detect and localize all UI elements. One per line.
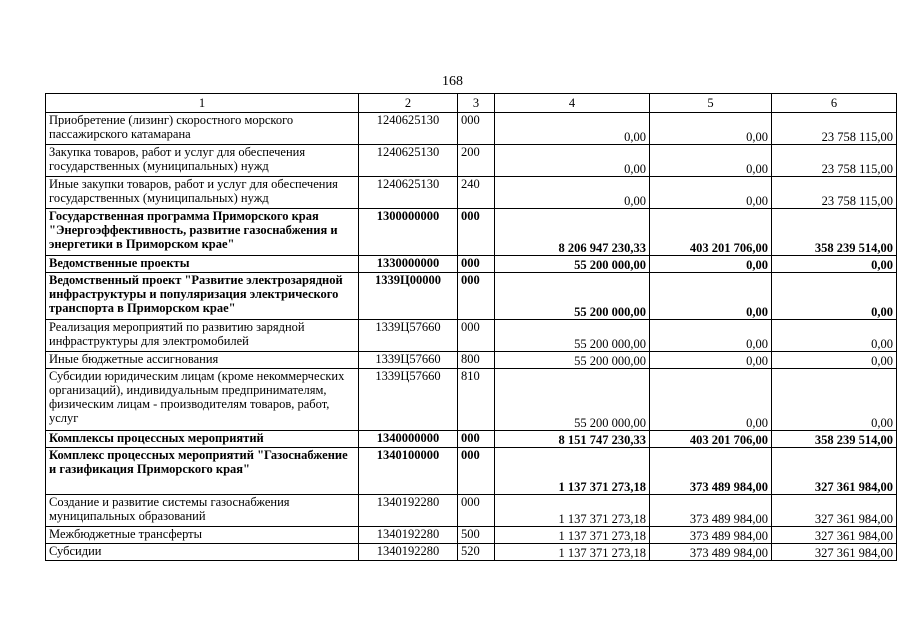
row-amount-col6-cell: 0,00: [772, 320, 897, 352]
row-amount-col4-cell: 0,00: [495, 113, 650, 145]
row-amount-col5-cell: 0,00: [650, 256, 772, 273]
row-amount-col4-cell: 55 200 000,00: [495, 352, 650, 369]
row-amount-col4-cell: 55 200 000,00: [495, 369, 650, 431]
row-expense-type-cell: 200: [458, 145, 495, 177]
row-expense-type-cell: 000: [458, 273, 495, 320]
row-amount-col4-cell: 55 200 000,00: [495, 256, 650, 273]
row-amount-col6-cell: 327 361 984,00: [772, 495, 897, 527]
row-expense-type-cell: 240: [458, 177, 495, 209]
row-amount-col4-cell: 0,00: [495, 145, 650, 177]
row-amount-col5-cell: 0,00: [650, 320, 772, 352]
row-amount-col4-cell: 55 200 000,00: [495, 273, 650, 320]
row-amount-col5-cell: 0,00: [650, 352, 772, 369]
column-header: 4: [495, 94, 650, 113]
row-name-cell: Субсидии юридическим лицам (кроме некоммерческих организаций), индивидуальным предпринимателям, физическим лицам - производителям товаров, работ, услуг: [46, 369, 359, 431]
table-row: [46, 448, 897, 495]
row-code-cell: 1240625130: [359, 177, 458, 209]
row-amount-col4-cell: 55 200 000,00: [495, 320, 650, 352]
row-expense-type-cell: 500: [458, 527, 495, 544]
row-amount-col6-cell: 358 239 514,00: [772, 431, 897, 448]
table-row: [46, 209, 897, 256]
table-row: [46, 495, 897, 527]
row-code-cell: 1300000000: [359, 209, 458, 256]
row-expense-type-cell: 000: [458, 320, 495, 352]
row-code-cell: 1340192280: [359, 495, 458, 527]
row-name-cell: Комплекс процессных мероприятий "Газоснабжение и газификация Приморского края": [46, 448, 359, 495]
table-row: [46, 431, 897, 448]
row-amount-col6-cell: 23 758 115,00: [772, 113, 897, 145]
row-amount-col5-cell: 373 489 984,00: [650, 544, 772, 561]
row-code-cell: 1340100000: [359, 448, 458, 495]
row-amount-col5-cell: 403 201 706,00: [650, 209, 772, 256]
row-amount-col4-cell: 8 151 747 230,33: [495, 431, 650, 448]
row-code-cell: 1339Ц57660: [359, 369, 458, 431]
row-expense-type-cell: 520: [458, 544, 495, 561]
budget-table: [45, 93, 897, 561]
row-name-cell: Государственная программа Приморского края "Энергоэффективность, развитие газоснабжения и энергетики в Приморском крае": [46, 209, 359, 256]
row-amount-col5-cell: 373 489 984,00: [650, 495, 772, 527]
table-row: [46, 113, 897, 145]
row-amount-col4-cell: 0,00: [495, 177, 650, 209]
row-expense-type-cell: 000: [458, 256, 495, 273]
row-name-cell: Иные закупки товаров, работ и услуг для обеспечения государственных (муниципальных) нужд: [46, 177, 359, 209]
row-amount-col5-cell: 0,00: [650, 113, 772, 145]
table-row: [46, 369, 897, 431]
row-amount-col6-cell: 23 758 115,00: [772, 177, 897, 209]
row-name-cell: Комплексы процессных мероприятий: [46, 431, 359, 448]
row-amount-col6-cell: 358 239 514,00: [772, 209, 897, 256]
row-amount-col6-cell: 327 361 984,00: [772, 448, 897, 495]
row-amount-col6-cell: 327 361 984,00: [772, 544, 897, 561]
column-header: 2: [359, 94, 458, 113]
column-header: 6: [772, 94, 897, 113]
table-header-row: [46, 94, 897, 113]
row-amount-col6-cell: 327 361 984,00: [772, 527, 897, 544]
row-amount-col6-cell: 0,00: [772, 273, 897, 320]
table-row: [46, 527, 897, 544]
row-amount-col6-cell: 0,00: [772, 369, 897, 431]
table-row: [46, 320, 897, 352]
column-header: 1: [46, 94, 359, 113]
row-amount-col4-cell: 1 137 371 273,18: [495, 495, 650, 527]
row-amount-col6-cell: 0,00: [772, 256, 897, 273]
row-expense-type-cell: 000: [458, 448, 495, 495]
row-name-cell: Закупка товаров, работ и услуг для обеспечения государственных (муниципальных) нужд: [46, 145, 359, 177]
row-expense-type-cell: 000: [458, 209, 495, 256]
row-amount-col5-cell: 373 489 984,00: [650, 527, 772, 544]
row-amount-col4-cell: 8 206 947 230,33: [495, 209, 650, 256]
row-code-cell: 1340000000: [359, 431, 458, 448]
row-expense-type-cell: 810: [458, 369, 495, 431]
row-name-cell: Реализация мероприятий по развитию зарядной инфраструктуры для электромобилей: [46, 320, 359, 352]
row-name-cell: Межбюджетные трансферты: [46, 527, 359, 544]
table-row: [46, 256, 897, 273]
row-name-cell: Субсидии: [46, 544, 359, 561]
table-row: [46, 352, 897, 369]
row-amount-col4-cell: 1 137 371 273,18: [495, 544, 650, 561]
row-expense-type-cell: 000: [458, 495, 495, 527]
row-expense-type-cell: 000: [458, 431, 495, 448]
row-name-cell: Иные бюджетные ассигнования: [46, 352, 359, 369]
row-amount-col4-cell: 1 137 371 273,18: [495, 448, 650, 495]
row-expense-type-cell: 800: [458, 352, 495, 369]
row-name-cell: Приобретение (лизинг) скоростного морского пассажирского катамарана: [46, 113, 359, 145]
row-expense-type-cell: 000: [458, 113, 495, 145]
row-name-cell: Создание и развитие системы газоснабжения муниципальных образований: [46, 495, 359, 527]
row-code-cell: 1339Ц57660: [359, 320, 458, 352]
row-amount-col5-cell: 0,00: [650, 145, 772, 177]
row-amount-col5-cell: 373 489 984,00: [650, 448, 772, 495]
column-header: 5: [650, 94, 772, 113]
row-code-cell: 1240625130: [359, 113, 458, 145]
row-amount-col5-cell: 0,00: [650, 177, 772, 209]
row-code-cell: 1339Ц00000: [359, 273, 458, 320]
table-row: [46, 544, 897, 561]
row-amount-col5-cell: 0,00: [650, 369, 772, 431]
row-amount-col6-cell: 23 758 115,00: [772, 145, 897, 177]
row-amount-col4-cell: 1 137 371 273,18: [495, 527, 650, 544]
row-code-cell: 1340192280: [359, 527, 458, 544]
row-code-cell: 1339Ц57660: [359, 352, 458, 369]
row-amount-col5-cell: 0,00: [650, 273, 772, 320]
page-number: 168: [442, 74, 463, 89]
column-header: 3: [458, 94, 495, 113]
table-row: [46, 145, 897, 177]
table-row: [46, 177, 897, 209]
row-code-cell: 1340192280: [359, 544, 458, 561]
row-amount-col5-cell: 403 201 706,00: [650, 431, 772, 448]
row-code-cell: 1240625130: [359, 145, 458, 177]
row-name-cell: Ведомственный проект "Развитие электрозарядной инфраструктуры и популяризация электрического транспорта в Приморском крае": [46, 273, 359, 320]
row-name-cell: Ведомственные проекты: [46, 256, 359, 273]
row-amount-col6-cell: 0,00: [772, 352, 897, 369]
table-row: [46, 273, 897, 320]
row-code-cell: 1330000000: [359, 256, 458, 273]
